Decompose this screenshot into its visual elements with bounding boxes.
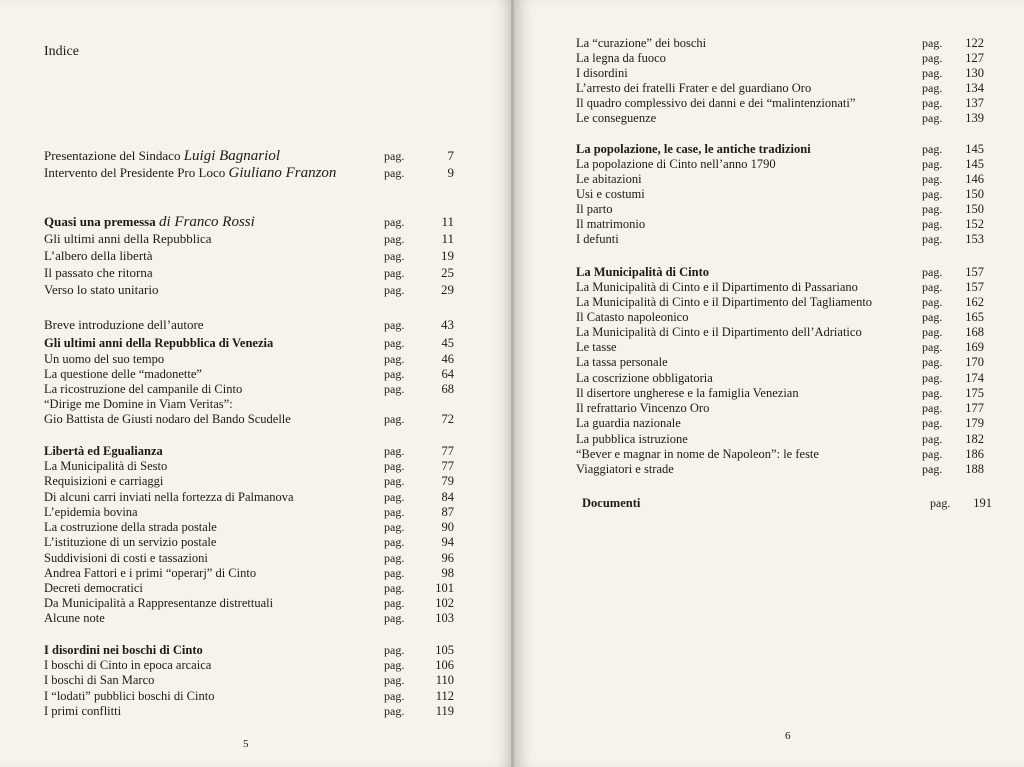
page-label: pag.: [922, 340, 943, 354]
toc-entry: [576, 111, 986, 125]
page-label: pag.: [384, 249, 405, 263]
entry-title: Usi e costumi: [576, 187, 645, 201]
page-label: pag.: [384, 673, 405, 687]
page-label: pag.: [384, 505, 405, 519]
page-label: pag.: [922, 447, 943, 461]
toc-entry: [44, 459, 454, 473]
page-number: 98: [441, 566, 454, 580]
entry-title: I disordini: [576, 66, 628, 80]
toc-entry: [576, 462, 986, 476]
entry-title: La Municipalità di Cinto e il Dipartimento dell’Adriatico: [576, 325, 862, 339]
page-number: 79: [441, 474, 454, 488]
toc-entry: [576, 340, 986, 354]
page-number: 11: [441, 231, 454, 246]
entry-title: Gli ultimi anni della Repubblica: [44, 231, 212, 246]
toc-entry: [44, 520, 454, 534]
page-label: pag.: [384, 149, 405, 163]
page-number: 105: [435, 643, 454, 657]
entry-title: Intervento del Presidente Pro Loco: [44, 165, 229, 180]
page-label: pag.: [922, 157, 943, 171]
toc-entry: [44, 581, 454, 595]
toc-entry: [44, 149, 454, 163]
page-number: 45: [441, 336, 454, 350]
page-number: 157: [965, 265, 984, 279]
page-number: 64: [441, 367, 454, 381]
toc-entry: [576, 386, 986, 400]
toc-entry: [576, 81, 986, 95]
page-number: 94: [441, 535, 454, 549]
toc-entry: [576, 310, 986, 324]
toc-entry: [44, 166, 454, 180]
entry-title: Decreti democratici: [44, 581, 143, 595]
page-label: pag.: [922, 432, 943, 446]
entry-title: Viaggiatori e strade: [576, 462, 674, 476]
page-number: 170: [965, 355, 984, 369]
page-number: 112: [435, 689, 454, 703]
page-number: 72: [441, 412, 454, 426]
toc-entry: [576, 401, 986, 415]
page-label: pag.: [384, 382, 405, 396]
entry-author: Giuliano Franzon: [228, 165, 337, 181]
entry-title: La legna da fuoco: [576, 51, 666, 65]
toc-entry: [44, 367, 454, 381]
toc-entry: [44, 490, 454, 504]
toc-entry: [44, 412, 454, 426]
entry-title: Il refrattario Vincenzo Oro: [576, 401, 710, 415]
toc-entry: [44, 283, 454, 297]
entry-title: I “lodati” pubblici boschi di Cinto: [44, 689, 215, 703]
entry-title: La costruzione della strada postale: [44, 520, 217, 534]
toc-entry: [44, 535, 454, 549]
toc-entry: [576, 355, 986, 369]
page-label: pag.: [384, 566, 405, 580]
toc-entry: [576, 217, 986, 231]
page-label: pag.: [384, 336, 405, 350]
entry-title: Un uomo del suo tempo: [44, 352, 165, 366]
toc-entry: [576, 447, 986, 461]
toc-section-heading: [576, 265, 986, 279]
entry-title: Il Catasto napoleonico: [576, 310, 689, 324]
toc-entry: [44, 318, 454, 332]
page-label: pag.: [922, 265, 943, 279]
page-number: 157: [965, 280, 984, 294]
entry-title: Il passato che ritorna: [44, 265, 153, 280]
toc-entry: [576, 172, 986, 186]
page-label: pag.: [384, 412, 405, 426]
page-number: 46: [441, 352, 454, 366]
entry-title: Alcune note: [44, 611, 105, 625]
page-label: pag.: [384, 266, 405, 280]
page-number: 175: [965, 386, 984, 400]
page-label: pag.: [922, 371, 943, 385]
page-number: 101: [435, 581, 454, 595]
page-label: pag.: [384, 611, 405, 625]
page-number: 145: [965, 142, 984, 156]
toc-entry: [576, 36, 986, 50]
page-number: 90: [441, 520, 454, 534]
page-number: 102: [435, 596, 454, 610]
page-number: 25: [441, 265, 454, 280]
page-label: pag.: [922, 142, 943, 156]
toc-entry: [44, 505, 454, 519]
entry-title: L’albero della libertà: [44, 248, 153, 263]
entry-title: La popolazione, le case, le antiche tradizioni: [576, 142, 811, 156]
entry-title: L’istituzione di un servizio postale: [44, 535, 217, 549]
page-number: 77: [441, 444, 454, 458]
page-number: 119: [435, 704, 454, 718]
toc-entry: [576, 202, 986, 216]
toc-entry: [44, 689, 454, 703]
page-label: pag.: [384, 490, 405, 504]
toc-entry: [44, 596, 454, 610]
entry-title: I boschi di San Marco: [44, 673, 155, 687]
toc-section-heading: [44, 643, 454, 657]
page-number: 11: [441, 214, 454, 229]
toc-section-heading: [44, 336, 454, 350]
page-label: pag.: [384, 658, 405, 672]
page-number: 182: [965, 432, 984, 446]
toc-entry: [576, 232, 986, 246]
page-number: 68: [441, 382, 454, 396]
entry-title: Suddivisioni di costi e tassazioni: [44, 551, 208, 565]
page-label: pag.: [922, 401, 943, 415]
entry-title: Verso lo stato unitario: [44, 282, 159, 297]
page-number-folio: 5: [243, 738, 249, 750]
toc-entry: [44, 673, 454, 687]
page-label: pag.: [384, 474, 405, 488]
entry-title: Le conseguenze: [576, 111, 657, 125]
page-label: pag.: [922, 66, 943, 80]
page-number: 130: [965, 66, 984, 80]
page-number: 122: [965, 36, 984, 50]
entry-title: L’arresto dei fratelli Frater e del guardiano Oro: [576, 81, 812, 95]
entry-title: Le abitazioni: [576, 172, 642, 186]
page-label: pag.: [384, 232, 405, 246]
page-label: pag.: [922, 36, 943, 50]
entry-title: Il quadro complessivo dei danni e dei “malintenzionati”: [576, 96, 856, 110]
page-number: 87: [441, 505, 454, 519]
page-label: pag.: [384, 459, 405, 473]
entry-title: La questione delle “madonette”: [44, 367, 202, 381]
entry-title: L’epidemia bovina: [44, 505, 138, 519]
page-label: pag.: [922, 51, 943, 65]
page-number: 191: [973, 496, 992, 510]
page-number: 134: [965, 81, 984, 95]
page-number: 150: [965, 202, 984, 216]
toc-entry: [44, 266, 454, 280]
toc-section-heading: [576, 142, 986, 156]
page-number: 162: [965, 295, 984, 309]
right-page: [514, 0, 1024, 767]
entry-title: La tassa personale: [576, 355, 668, 369]
page-label: pag.: [384, 520, 405, 534]
page-number: 179: [965, 416, 984, 430]
page-label: pag.: [922, 172, 943, 186]
page-label: pag.: [384, 596, 405, 610]
page-label: pag.: [930, 496, 951, 510]
page-number: 150: [965, 187, 984, 201]
page-number: 174: [965, 371, 984, 385]
toc-entry: [576, 280, 986, 294]
entry-title: Gli ultimi anni della Repubblica di Venezia: [44, 336, 274, 350]
page-number: 110: [435, 673, 454, 687]
page-number: 29: [441, 282, 454, 297]
page-label: pag.: [922, 187, 943, 201]
entry-title: La Municipalità di Cinto e il Dipartimento del Tagliamento: [576, 295, 873, 309]
toc-entry: [44, 232, 454, 246]
entry-title: Andrea Fattori e i primi “operarj” di Cinto: [44, 566, 257, 580]
entry-title: Il disertore ungherese e la famiglia Venezian: [576, 386, 799, 400]
index-title: Indice: [44, 44, 79, 59]
toc-entry: [576, 96, 986, 110]
entry-title: “Bever e magnar in nome de Napoleon”: le feste: [576, 447, 819, 461]
page-number: 96: [441, 551, 454, 565]
page-label: pag.: [922, 111, 943, 125]
toc-entry: [576, 371, 986, 385]
toc-entry: [44, 397, 454, 411]
toc-entry: [44, 658, 454, 672]
page-label: pag.: [384, 215, 405, 229]
entry-title: La popolazione di Cinto nell’anno 1790: [576, 157, 776, 171]
page-number: 177: [965, 401, 984, 415]
page-label: pag.: [922, 81, 943, 95]
toc-entry: [576, 187, 986, 201]
page-label: pag.: [922, 310, 943, 324]
entry-title: I disordini nei boschi di Cinto: [44, 643, 203, 657]
toc-entry: [44, 611, 454, 625]
page-label: pag.: [384, 444, 405, 458]
entry-title: I defunti: [576, 232, 619, 246]
entry-title: La Municipalità di Sesto: [44, 459, 168, 473]
toc-entry: [576, 295, 986, 309]
page-number: 168: [965, 325, 984, 339]
page-label: pag.: [922, 295, 943, 309]
entry-author: di Franco Rossi: [158, 214, 255, 230]
entry-title: “Dirige me Domine in Viam Veritas”:: [44, 397, 233, 411]
page-label: pag.: [922, 232, 943, 246]
page-label: pag.: [922, 96, 943, 110]
entry-title: Breve introduzione dell’autore: [44, 317, 204, 332]
toc-entry: [44, 704, 454, 718]
entry-title: Il matrimonio: [576, 217, 646, 231]
page-label: pag.: [922, 280, 943, 294]
page-label: pag.: [922, 462, 943, 476]
entry-title: I primi conflitti: [44, 704, 122, 718]
page-number: 43: [441, 317, 454, 332]
page-label: pag.: [922, 202, 943, 216]
toc-section-heading: [44, 215, 454, 229]
toc-entry: [576, 66, 986, 80]
page-number: 186: [965, 447, 984, 461]
page-label: pag.: [922, 386, 943, 400]
toc-entry: [576, 325, 986, 339]
entry-title: La coscrizione obbligatoria: [576, 371, 713, 385]
toc-entry: [576, 51, 986, 65]
page-label: pag.: [384, 166, 405, 180]
page-label: pag.: [384, 367, 405, 381]
entry-title: I boschi di Cinto in epoca arcaica: [44, 658, 212, 672]
toc-entry: [576, 416, 986, 430]
page-label: pag.: [384, 283, 405, 297]
toc-entry: [576, 157, 986, 171]
page-label: pag.: [384, 352, 405, 366]
entry-author: Luigi Bagnariol: [183, 148, 280, 164]
page-label: pag.: [922, 217, 943, 231]
page-label: pag.: [384, 551, 405, 565]
page-number: 9: [447, 165, 454, 180]
entry-title: La Municipalità di Cinto e il Dipartimento di Passariano: [576, 280, 858, 294]
page-number: 146: [965, 172, 984, 186]
page-label: pag.: [922, 355, 943, 369]
page-number: 188: [965, 462, 984, 476]
entry-title: La ricostruzione del campanile di Cinto: [44, 382, 243, 396]
toc-section-heading: [576, 496, 992, 510]
entry-title: Requisizioni e carriaggi: [44, 474, 164, 488]
page-number: 127: [965, 51, 984, 65]
page-number-folio: 6: [785, 730, 791, 742]
toc-entry: [44, 352, 454, 366]
toc-entry: [576, 432, 986, 446]
entry-title: La Municipalità di Cinto: [576, 265, 710, 279]
page-number: 153: [965, 232, 984, 246]
page-label: pag.: [384, 643, 405, 657]
entry-title: Di alcuni carri inviati nella fortezza di Palmanova: [44, 490, 294, 504]
entry-title: La “curazione” dei boschi: [576, 36, 707, 50]
page-number: 139: [965, 111, 984, 125]
entry-title: Documenti: [582, 496, 641, 510]
page-label: pag.: [384, 689, 405, 703]
page-label: pag.: [384, 581, 405, 595]
toc-section-heading: [44, 444, 454, 458]
toc-entry: [44, 382, 454, 396]
toc-entry: [44, 551, 454, 565]
page-number: 169: [965, 340, 984, 354]
toc-entry: [44, 249, 454, 263]
page-label: pag.: [384, 318, 405, 332]
page-label: pag.: [922, 416, 943, 430]
toc-entry: [44, 474, 454, 488]
page-label: pag.: [384, 535, 405, 549]
entry-title: Quasi una premessa: [44, 214, 159, 229]
entry-title: Il parto: [576, 202, 613, 216]
page-number: 19: [441, 248, 454, 263]
entry-title: Da Municipalità a Rappresentanze distrettuali: [44, 596, 274, 610]
entry-title: Presentazione del Sindaco: [44, 148, 184, 163]
page-number: 77: [441, 459, 454, 473]
toc-entry: [44, 566, 454, 580]
page-number: 7: [447, 148, 454, 163]
entry-title: Gio Battista de Giusti nodaro del Bando Scudelle: [44, 412, 291, 426]
page-number: 103: [435, 611, 454, 625]
page-number: 145: [965, 157, 984, 171]
page-number: 137: [965, 96, 984, 110]
page-number: 152: [965, 217, 984, 231]
entry-title: La guardia nazionale: [576, 416, 681, 430]
entry-title: Le tasse: [576, 340, 617, 354]
page-label: pag.: [922, 325, 943, 339]
entry-title: Libertà ed Egualianza: [44, 444, 163, 458]
page-number: 84: [441, 490, 454, 504]
page-label: pag.: [384, 704, 405, 718]
page-number: 106: [435, 658, 454, 672]
page-number: 165: [965, 310, 984, 324]
entry-title: La pubblica istruzione: [576, 432, 688, 446]
